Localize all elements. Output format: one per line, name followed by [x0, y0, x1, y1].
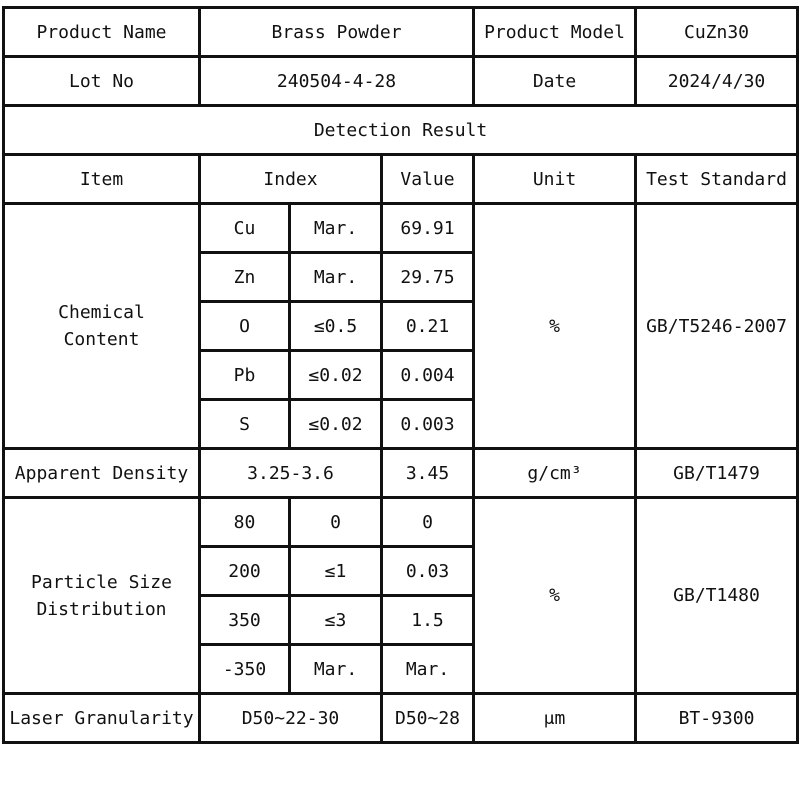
chemical-content-unit: %: [474, 204, 636, 449]
product-name-label: Product Name: [4, 8, 200, 57]
value-cell: 69.91: [382, 204, 474, 253]
column-header-unit: Unit: [474, 155, 636, 204]
detection-table: [2, 6, 799, 744]
column-header-value: Value: [382, 155, 474, 204]
value-cell: 29.75: [382, 253, 474, 302]
mesh-cell: 350: [200, 596, 290, 645]
product-model-value: CuZn30: [636, 8, 798, 57]
apparent-density-item: Apparent Density: [4, 449, 200, 498]
value-cell: 0.003: [382, 400, 474, 449]
index-cell: ≤0.02: [290, 400, 382, 449]
chemical-content-label-line1: Chemical: [58, 302, 145, 323]
value-cell: 1.5: [382, 596, 474, 645]
table-row: [4, 204, 798, 253]
date-label: Date: [474, 57, 636, 106]
laser-granularity-item: Laser Granularity: [4, 694, 200, 743]
laser-granularity-index: D50~22-30: [200, 694, 382, 743]
laser-granularity-row: [4, 694, 798, 743]
particle-size-unit: %: [474, 498, 636, 694]
apparent-density-unit: g/cm³: [474, 449, 636, 498]
chemical-content-label-line2: Content: [63, 329, 140, 350]
element-cell: Pb: [200, 351, 290, 400]
laser-granularity-value: D50~28: [382, 694, 474, 743]
particle-size-item: [4, 498, 200, 694]
apparent-density-index: 3.25-3.6: [200, 449, 382, 498]
value-cell: 0.004: [382, 351, 474, 400]
column-header-row: [4, 155, 798, 204]
apparent-density-value: 3.45: [382, 449, 474, 498]
index-cell: 0: [290, 498, 382, 547]
date-value: 2024/4/30: [636, 57, 798, 106]
lot-row: [4, 57, 798, 106]
mesh-cell: 200: [200, 547, 290, 596]
product-name-value: Brass Powder: [200, 8, 474, 57]
index-cell: ≤0.02: [290, 351, 382, 400]
apparent-density-row: [4, 449, 798, 498]
element-cell: Cu: [200, 204, 290, 253]
laser-granularity-unit: μm: [474, 694, 636, 743]
index-cell: ≤1: [290, 547, 382, 596]
index-cell: Mar.: [290, 204, 382, 253]
index-cell: ≤0.5: [290, 302, 382, 351]
test-report: [2, 6, 799, 744]
element-cell: O: [200, 302, 290, 351]
element-cell: Zn: [200, 253, 290, 302]
particle-size-label-line2: Distribution: [36, 598, 167, 620]
value-cell: 0.21: [382, 302, 474, 351]
laser-granularity-standard: BT-9300: [636, 694, 798, 743]
section-title: Detection Result: [4, 106, 798, 155]
value-cell: 0.03: [382, 547, 474, 596]
element-cell: S: [200, 400, 290, 449]
chemical-content-standard: GB/T5246-2007: [636, 204, 798, 449]
section-title-row: [4, 106, 798, 155]
lot-no-value: 240504-4-28: [200, 57, 474, 106]
product-row: [4, 8, 798, 57]
column-header-item: Item: [4, 155, 200, 204]
mesh-cell: -350: [200, 645, 290, 694]
particle-size-label-line1: Particle Size: [31, 571, 172, 593]
value-cell: 0: [382, 498, 474, 547]
column-header-index: Index: [200, 155, 382, 204]
mesh-cell: 80: [200, 498, 290, 547]
chemical-content-item: [4, 204, 200, 449]
value-cell: Mar.: [382, 645, 474, 694]
index-cell: Mar.: [290, 645, 382, 694]
column-header-test-standard: Test Standard: [636, 155, 798, 204]
index-cell: Mar.: [290, 253, 382, 302]
index-cell: ≤3: [290, 596, 382, 645]
table-row: [4, 498, 798, 547]
apparent-density-standard: GB/T1479: [636, 449, 798, 498]
product-model-label: Product Model: [474, 8, 636, 57]
particle-size-standard: GB/T1480: [636, 498, 798, 694]
lot-no-label: Lot No: [4, 57, 200, 106]
